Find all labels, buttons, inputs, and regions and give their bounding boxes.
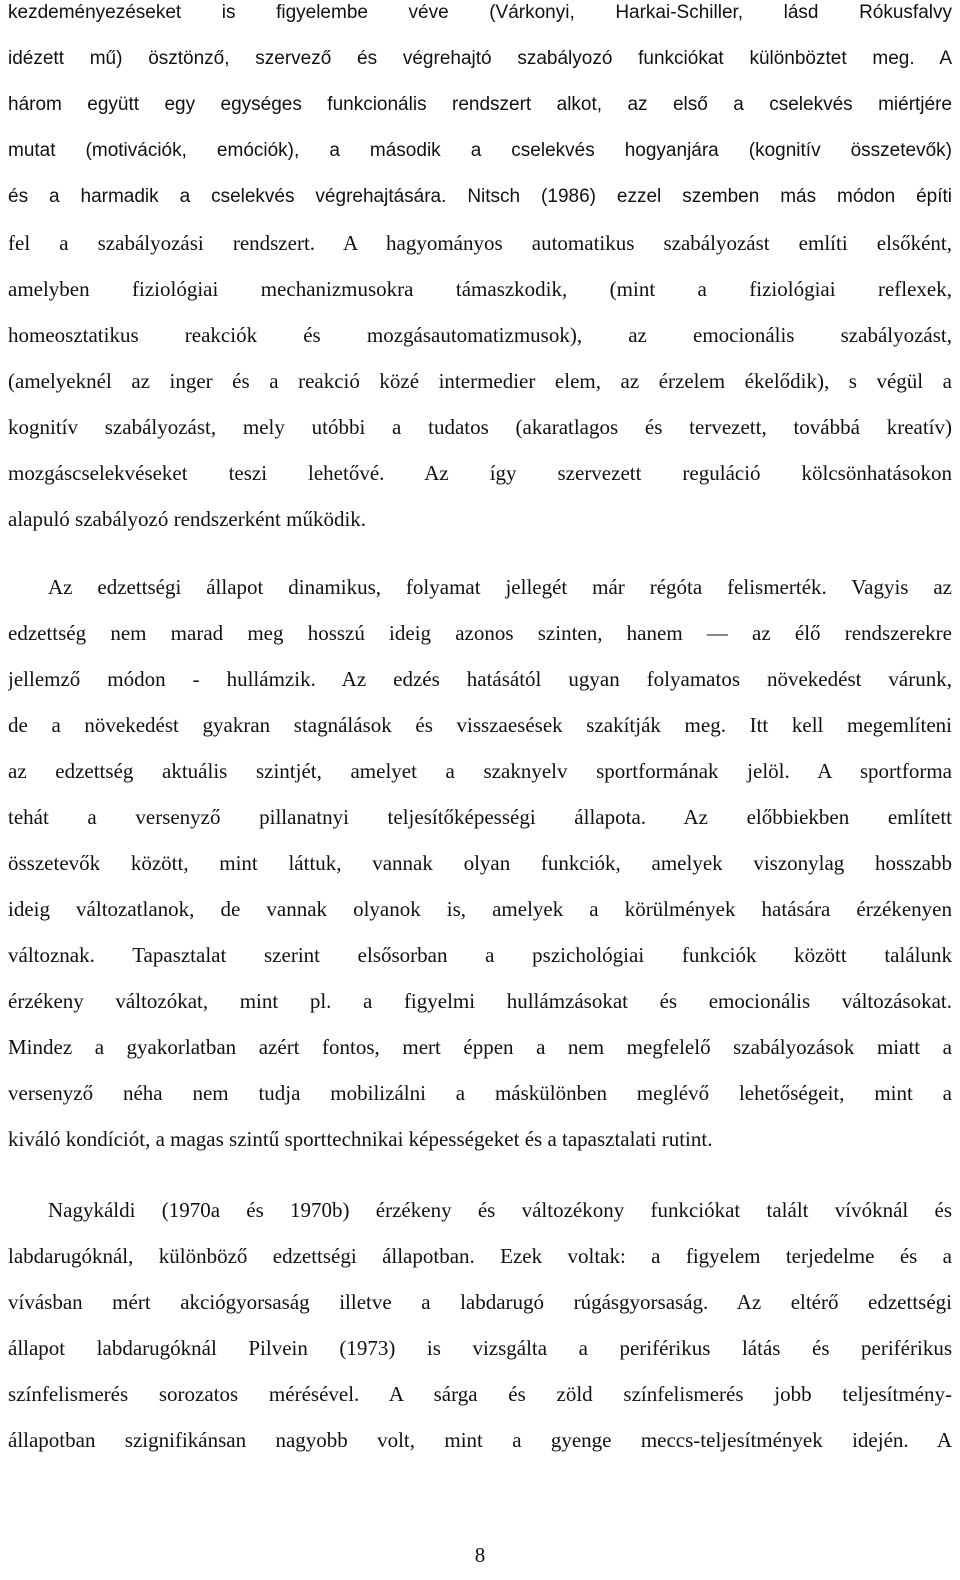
text-line: kiváló kondíciót, a magas szintű sporttechnikai képességeket és a tapasztalati rutint. xyxy=(8,1127,713,1151)
text-line: érzékeny változókat, mint pl. a figyelmi hullámzásokat és emocionális változásokat. xyxy=(8,989,952,1013)
paragraph-2 xyxy=(8,564,952,1162)
text-line: idézett mű) ösztönző, szervező és végrehajtó szabályozó funkciókat különböztet meg. A xyxy=(8,48,952,69)
text-line: vívásban mért akciógyorsaság illetve a labdarugó rúgásgyorsaság. Az eltérő edzettségi xyxy=(8,1290,952,1314)
text-line: színfelismerés sorozatos mérésével. A sárga és zöld színfelismerés jobb teljesítmény- xyxy=(8,1382,952,1406)
text-line: kezdeményezéseket is figyelembe véve (Várkonyi, Harkai-Schiller, lásd Rókusfalvy xyxy=(8,2,952,23)
text-line: és a harmadik a cselekvés végrehajtására. Nitsch (1986) ezzel szemben más módon építi xyxy=(8,186,952,207)
text-line: állapotban szignifikánsan nagyobb volt, mint a gyenge meccs-teljesítmények idején. A xyxy=(8,1428,952,1452)
text-line: változnak. Tapasztalat szerint elsősorban a pszichológiai funkciók között találunk xyxy=(8,943,952,967)
text-line: mutat (motivációk, emóciók), a második a cselekvés hogyanjára (kognitív összetevők) xyxy=(8,140,952,161)
text-line: állapot labdarugóknál Pilvein (1973) is vizsgálta a periférikus látás és periférikus xyxy=(8,1336,952,1360)
text-line: amelyben fiziológiai mechanizmusokra támaszkodik, (mint a fiziológiai reflexek, xyxy=(8,277,952,301)
text-line: labdarugóknál, különböző edzettségi állapotban. Ezek voltak: a figyelem terjedelme és a xyxy=(8,1244,952,1268)
text-line: az edzettség aktuális szintjét, amelyet a szaknyelv sportformának jelöl. A sportforma xyxy=(8,759,952,783)
text-line: versenyző néha nem tudja mobilizálni a máskülönben meglévő lehetőségeit, mint a xyxy=(8,1081,952,1105)
text-line: jellemző módon - hullámzik. Az edzés hatásától ugyan folyamatos növekedést várunk, xyxy=(8,667,952,691)
paragraph-1 xyxy=(8,0,952,542)
paragraph-3 xyxy=(8,1187,952,1463)
text-line: edzettség nem marad meg hosszú ideig azonos szinten, hanem — az élő rendszerekre xyxy=(8,621,952,645)
text-line: Nagykáldi (1970a és 1970b) érzékeny és változékony funkciókat talált vívóknál és xyxy=(48,1198,952,1222)
text-line: Mindez a gyakorlatban azért fontos, mert éppen a nem megfelelő szabályozások miatt a xyxy=(8,1035,952,1059)
text-line: három együtt egy egységes funkcionális rendszert alkot, az első a cselekvés miértjére xyxy=(8,94,952,115)
text-line: fel a szabályozási rendszert. A hagyományos automatikus szabályozást említi elsőként, xyxy=(8,231,952,255)
text-line: ideig változatlanok, de vannak olyanok is, amelyek a körülmények hatására érzékenyen xyxy=(8,897,952,921)
text-line: Az edzettségi állapot dinamikus, folyamat jellegét már régóta felismerték. Vagyis az xyxy=(48,575,952,599)
text-line: tehát a versenyző pillanatnyi teljesítőképességi állapota. Az előbbiekben említett xyxy=(8,805,952,829)
page-number: 8 xyxy=(474,1543,486,1567)
text-line: homeosztatikus reakciók és mozgásautomatizmusok), az emocionális szabályozást, xyxy=(8,323,952,347)
text-line: kognitív szabályozást, mely utóbbi a tudatos (akaratlagos és tervezett, továbbá kreatív) xyxy=(8,415,952,439)
text-line: de a növekedést gyakran stagnálások és visszaesések szakítják meg. Itt kell megemlíteni xyxy=(8,713,952,737)
text-line: alapuló szabályozó rendszerként működik. xyxy=(8,507,367,531)
text-line: összetevők között, mint láttuk, vannak olyan funkciók, amelyek viszonylag hosszabb xyxy=(8,851,952,875)
text-line: mozgáscselekvéseket teszi lehetővé. Az így szervezett reguláció kölcsönhatásokon xyxy=(8,461,952,485)
text-line: (amelyeknél az inger és a reakció közé intermedier elem, az érzelem ékelődik), s végül a xyxy=(8,369,952,393)
